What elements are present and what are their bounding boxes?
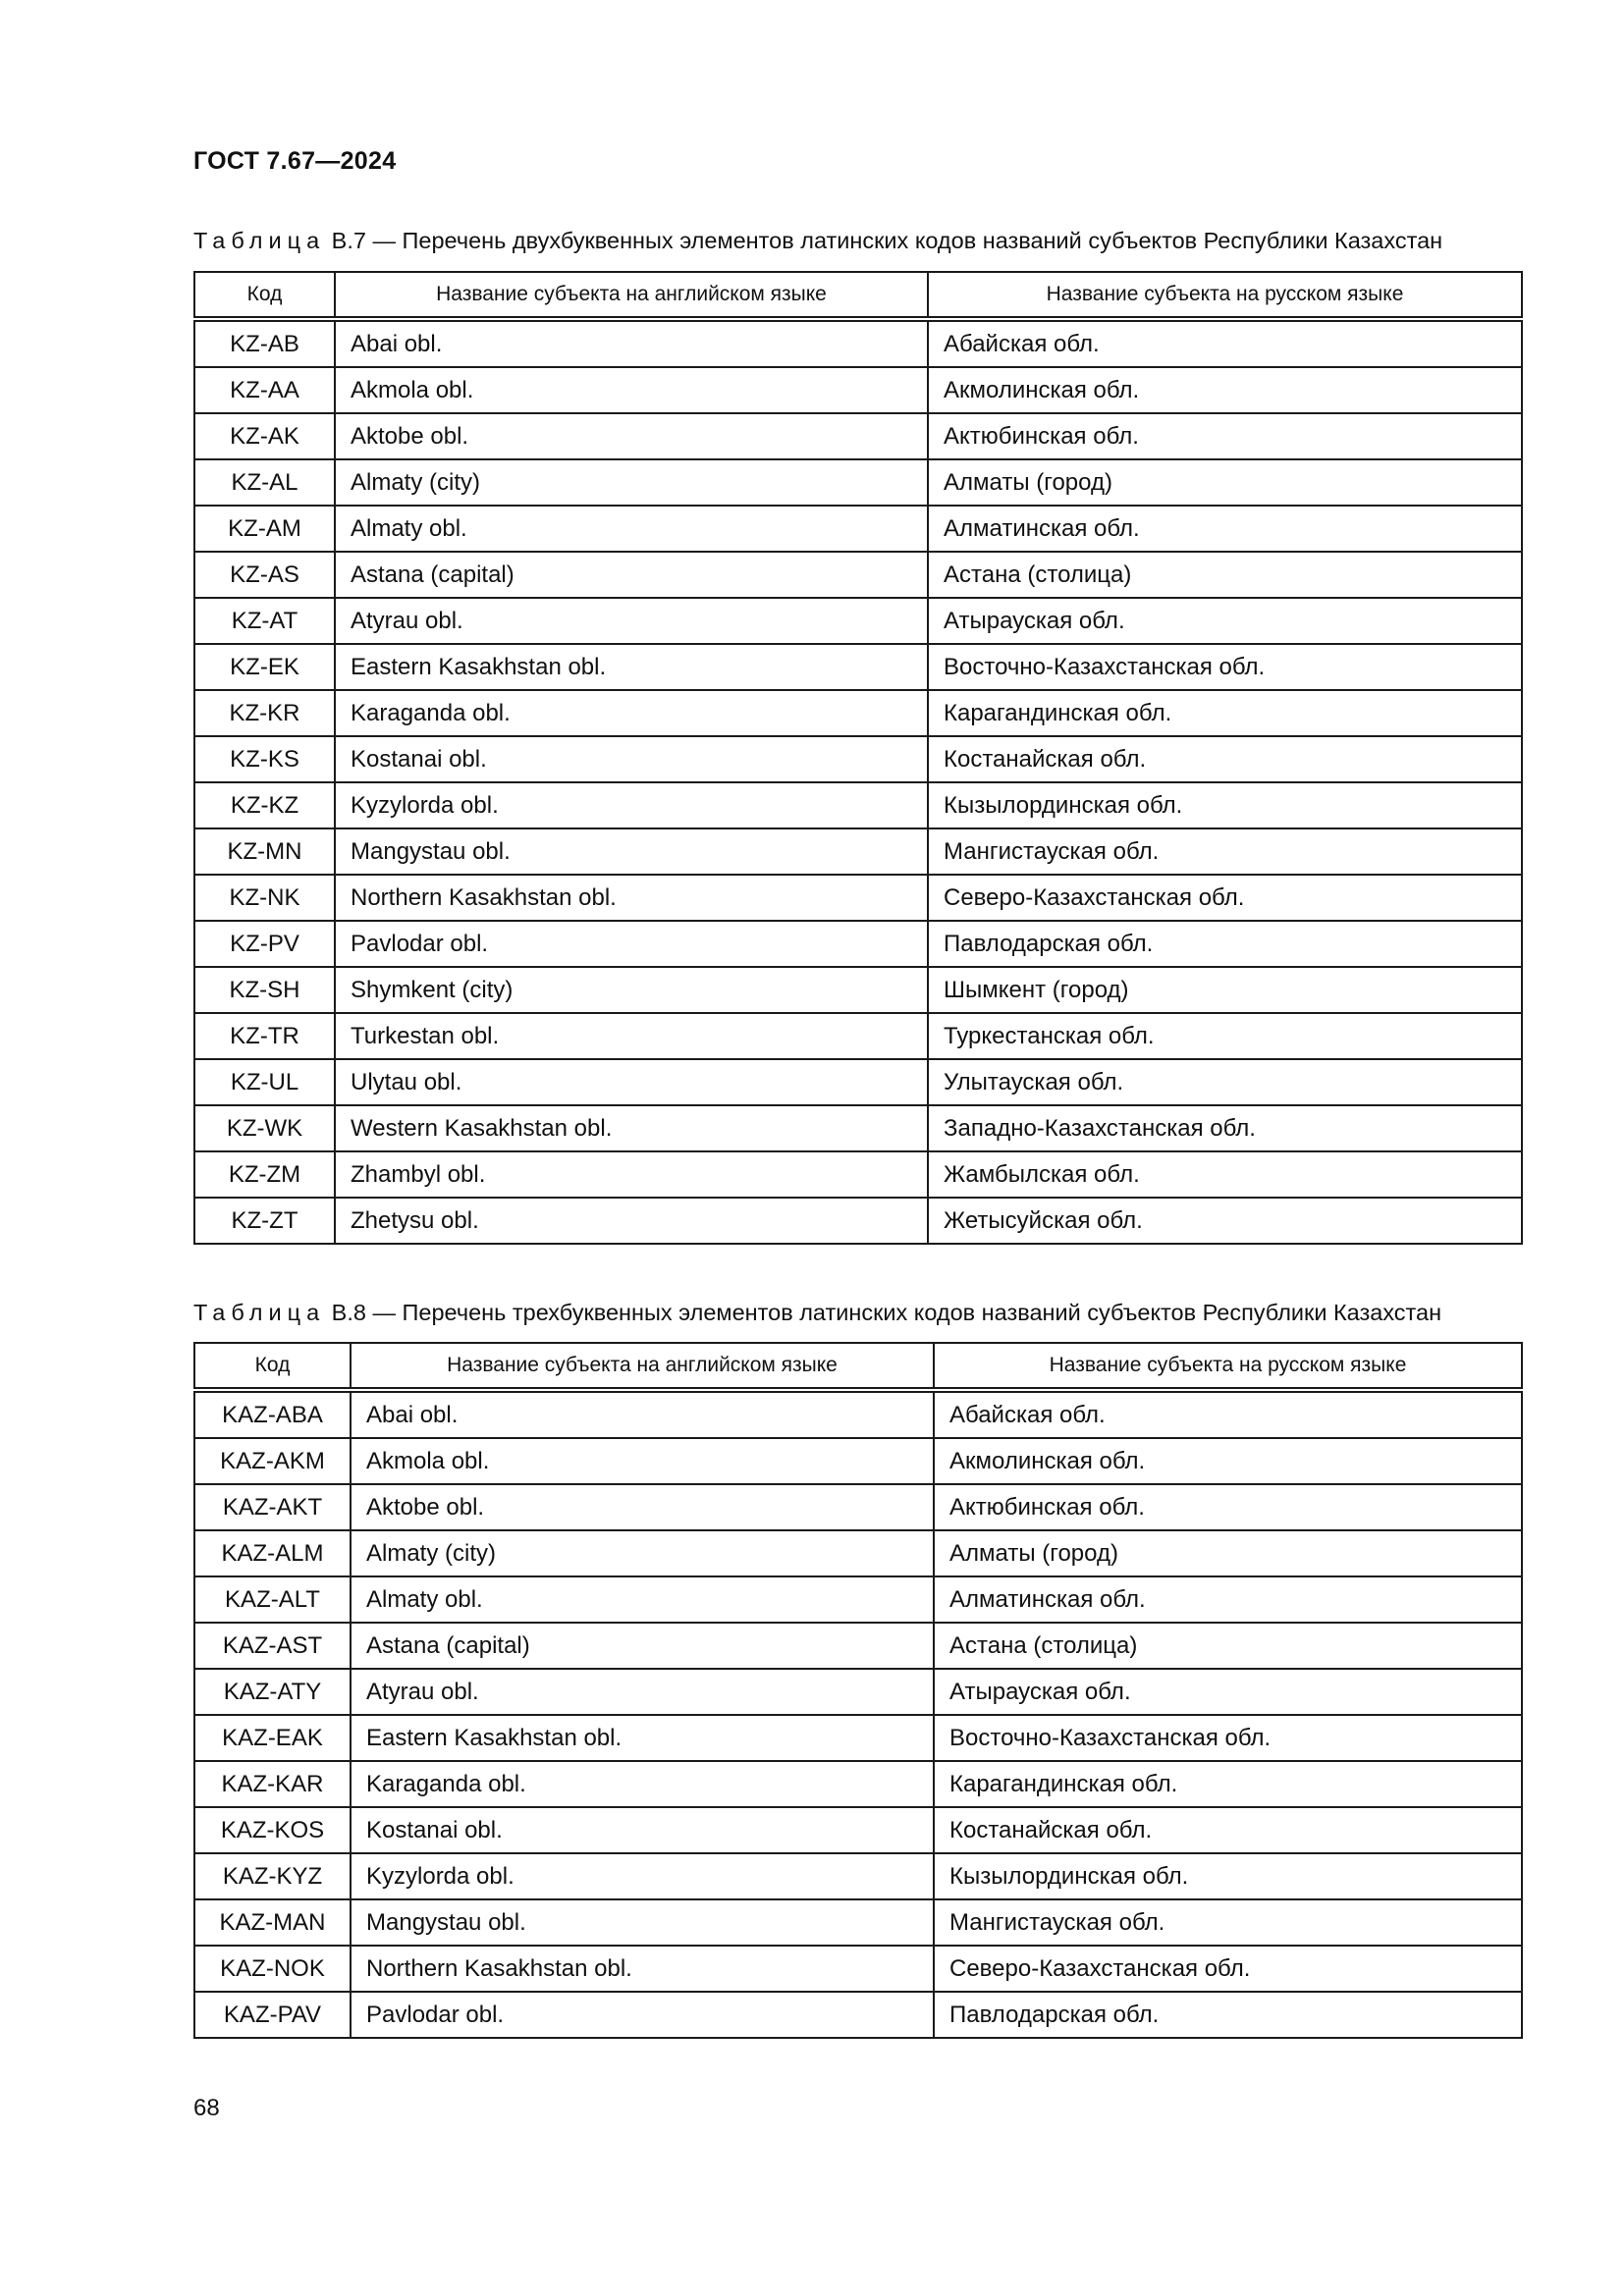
english-name-cell: Turkestan obl. [335, 1013, 928, 1059]
russian-name-cell: Карагандинская обл. [934, 1761, 1522, 1807]
english-name-cell: Zhambyl obl. [335, 1151, 928, 1198]
code-cell: KZ-MN [194, 828, 335, 875]
russian-name-cell: Улытауская обл. [928, 1059, 1522, 1105]
russian-name-cell: Акмолинская обл. [934, 1438, 1522, 1484]
code-cell: KZ-AM [194, 506, 335, 552]
table-row [194, 1853, 1522, 1899]
russian-name-cell: Актюбинская обл. [928, 413, 1522, 459]
table-row [194, 319, 1522, 367]
column-header-russian-name: Название субъекта на русском языке [928, 272, 1522, 319]
code-cell: KAZ-PAV [194, 1992, 351, 2038]
code-cell: KAZ-MAN [194, 1899, 351, 1946]
table-row [194, 1992, 1522, 2038]
code-cell: KZ-AK [194, 413, 335, 459]
russian-name-cell: Костанайская обл. [928, 736, 1522, 782]
code-cell: KZ-NK [194, 875, 335, 921]
table-row [194, 1576, 1522, 1623]
code-cell: KAZ-KYZ [194, 1853, 351, 1899]
table-row [194, 413, 1522, 459]
table-row [194, 1530, 1522, 1576]
table-row [194, 875, 1522, 921]
code-cell: KAZ-ALT [194, 1576, 351, 1623]
russian-name-cell: Астана (столица) [928, 552, 1522, 598]
table-b8-caption-text: В.8 — Перечень трехбуквенных элементов латинских кодов названий субъектов Республики Казахстан [325, 1300, 1442, 1325]
russian-name-cell: Павлодарская обл. [934, 1992, 1522, 2038]
code-cell: KZ-EK [194, 644, 335, 690]
russian-name-cell: Актюбинская обл. [934, 1484, 1522, 1530]
code-cell: KAZ-NOK [194, 1946, 351, 1992]
russian-name-cell: Костанайская обл. [934, 1807, 1522, 1853]
english-name-cell: Almaty (city) [335, 459, 928, 506]
page-number: 68 [193, 2095, 220, 2121]
code-cell: KZ-WK [194, 1105, 335, 1151]
code-cell: KZ-KR [194, 690, 335, 736]
table-row [194, 1484, 1522, 1530]
code-cell: KAZ-KAR [194, 1761, 351, 1807]
table-b8-caption [193, 1300, 1441, 1326]
russian-name-cell: Атырауская обл. [934, 1669, 1522, 1715]
document-header: ГОСТ 7.67—2024 [193, 147, 397, 175]
russian-name-cell: Абайская обл. [928, 319, 1522, 367]
english-name-cell: Kyzylorda obl. [351, 1853, 934, 1899]
table-row [194, 552, 1522, 598]
russian-name-cell: Астана (столица) [934, 1623, 1522, 1669]
table-b7 [193, 271, 1523, 1245]
column-header-english-name: Название субъекта на английском языке [351, 1343, 934, 1390]
russian-name-cell: Алматы (город) [934, 1530, 1522, 1576]
english-name-cell: Astana (capital) [335, 552, 928, 598]
english-name-cell: Akmola obl. [351, 1438, 934, 1484]
russian-name-cell: Шымкент (город) [928, 967, 1522, 1013]
table-row [194, 598, 1522, 644]
code-cell: KAZ-AKT [194, 1484, 351, 1530]
russian-name-cell: Алматы (город) [928, 459, 1522, 506]
english-name-cell: Pavlodar obl. [335, 921, 928, 967]
table-row [194, 1946, 1522, 1992]
column-header-russian-name: Название субъекта на русском языке [934, 1343, 1522, 1390]
english-name-cell: Abai obl. [335, 319, 928, 367]
table-row [194, 1105, 1522, 1151]
english-name-cell: Western Kasakhstan obl. [335, 1105, 928, 1151]
code-cell: KAZ-AKM [194, 1438, 351, 1484]
table-row [194, 1899, 1522, 1946]
table-row [194, 921, 1522, 967]
english-name-cell: Karaganda obl. [335, 690, 928, 736]
russian-name-cell: Карагандинская обл. [928, 690, 1522, 736]
code-cell: KZ-KZ [194, 782, 335, 828]
code-cell: KAZ-ALM [194, 1530, 351, 1576]
russian-name-cell: Восточно-Казахстанская обл. [928, 644, 1522, 690]
table-row [194, 1623, 1522, 1669]
english-name-cell: Abai obl. [351, 1390, 934, 1438]
russian-name-cell: Северо-Казахстанская обл. [928, 875, 1522, 921]
english-name-cell: Kyzylorda obl. [335, 782, 928, 828]
table-row [194, 644, 1522, 690]
english-name-cell: Pavlodar obl. [351, 1992, 934, 2038]
russian-name-cell: Восточно-Казахстанская обл. [934, 1715, 1522, 1761]
table-b7-caption [193, 228, 1442, 254]
english-name-cell: Eastern Kasakhstan obl. [351, 1715, 934, 1761]
table-row [194, 736, 1522, 782]
russian-name-cell: Акмолинская обл. [928, 367, 1522, 413]
table-row [194, 828, 1522, 875]
table-row [194, 506, 1522, 552]
table-row [194, 1198, 1522, 1244]
russian-name-cell: Кызылординская обл. [934, 1853, 1522, 1899]
column-header-english-name: Название субъекта на английском языке [335, 272, 928, 319]
english-name-cell: Karaganda obl. [351, 1761, 934, 1807]
russian-name-cell: Западно-Казахстанская обл. [928, 1105, 1522, 1151]
table-header-row [194, 1343, 1522, 1390]
english-name-cell: Almaty (city) [351, 1530, 934, 1576]
russian-name-cell: Атырауская обл. [928, 598, 1522, 644]
table-b7-caption-text: В.7 — Перечень двухбуквенных элементов латинских кодов названий субъектов Республики Казахстан [325, 228, 1443, 253]
table-row [194, 782, 1522, 828]
table-row [194, 367, 1522, 413]
english-name-cell: Almaty obl. [335, 506, 928, 552]
code-cell: KAZ-KOS [194, 1807, 351, 1853]
column-header-code: Код [194, 272, 335, 319]
code-cell: KAZ-ABA [194, 1390, 351, 1438]
table-row [194, 1059, 1522, 1105]
english-name-cell: Ulytau obl. [335, 1059, 928, 1105]
code-cell: KAZ-AST [194, 1623, 351, 1669]
code-cell: KZ-AB [194, 319, 335, 367]
english-name-cell: Astana (capital) [351, 1623, 934, 1669]
english-name-cell: Mangystau obl. [335, 828, 928, 875]
table-b8 [193, 1342, 1523, 2039]
english-name-cell: Kostanai obl. [351, 1807, 934, 1853]
column-header-code: Код [194, 1343, 351, 1390]
code-cell: KZ-AT [194, 598, 335, 644]
english-name-cell: Almaty obl. [351, 1576, 934, 1623]
table-b8-caption-prefix: Таблица [193, 1300, 326, 1325]
english-name-cell: Atyrau obl. [351, 1669, 934, 1715]
table-row [194, 1013, 1522, 1059]
table-header-row [194, 272, 1522, 319]
russian-name-cell: Алматинская обл. [934, 1576, 1522, 1623]
russian-name-cell: Мангистауская обл. [928, 828, 1522, 875]
english-name-cell: Aktobe obl. [335, 413, 928, 459]
table-row [194, 1807, 1522, 1853]
russian-name-cell: Жамбылская обл. [928, 1151, 1522, 1198]
english-name-cell: Mangystau obl. [351, 1899, 934, 1946]
code-cell: KAZ-ATY [194, 1669, 351, 1715]
english-name-cell: Aktobe obl. [351, 1484, 934, 1530]
code-cell: KZ-SH [194, 967, 335, 1013]
table-row [194, 1669, 1522, 1715]
english-name-cell: Shymkent (city) [335, 967, 928, 1013]
code-cell: KZ-PV [194, 921, 335, 967]
russian-name-cell: Абайская обл. [934, 1390, 1522, 1438]
russian-name-cell: Жетысуйская обл. [928, 1198, 1522, 1244]
english-name-cell: Kostanai obl. [335, 736, 928, 782]
russian-name-cell: Алматинская обл. [928, 506, 1522, 552]
code-cell: KZ-UL [194, 1059, 335, 1105]
table-row [194, 1715, 1522, 1761]
table-row [194, 1390, 1522, 1438]
code-cell: KZ-AL [194, 459, 335, 506]
code-cell: KZ-ZT [194, 1198, 335, 1244]
table-row [194, 1151, 1522, 1198]
code-cell: KAZ-EAK [194, 1715, 351, 1761]
russian-name-cell: Мангистауская обл. [934, 1899, 1522, 1946]
english-name-cell: Eastern Kasakhstan obl. [335, 644, 928, 690]
english-name-cell: Atyrau obl. [335, 598, 928, 644]
russian-name-cell: Павлодарская обл. [928, 921, 1522, 967]
english-name-cell: Northern Kasakhstan obl. [351, 1946, 934, 1992]
code-cell: KZ-KS [194, 736, 335, 782]
table-row [194, 1761, 1522, 1807]
table-row [194, 690, 1522, 736]
table-row [194, 459, 1522, 506]
code-cell: KZ-ZM [194, 1151, 335, 1198]
code-cell: KZ-TR [194, 1013, 335, 1059]
table-row [194, 1438, 1522, 1484]
code-cell: KZ-AA [194, 367, 335, 413]
russian-name-cell: Кызылординская обл. [928, 782, 1522, 828]
russian-name-cell: Северо-Казахстанская обл. [934, 1946, 1522, 1992]
english-name-cell: Northern Kasakhstan obl. [335, 875, 928, 921]
russian-name-cell: Туркестанская обл. [928, 1013, 1522, 1059]
table-row [194, 967, 1522, 1013]
table-b7-caption-prefix: Таблица [193, 228, 326, 253]
english-name-cell: Akmola obl. [335, 367, 928, 413]
code-cell: KZ-AS [194, 552, 335, 598]
english-name-cell: Zhetysu obl. [335, 1198, 928, 1244]
